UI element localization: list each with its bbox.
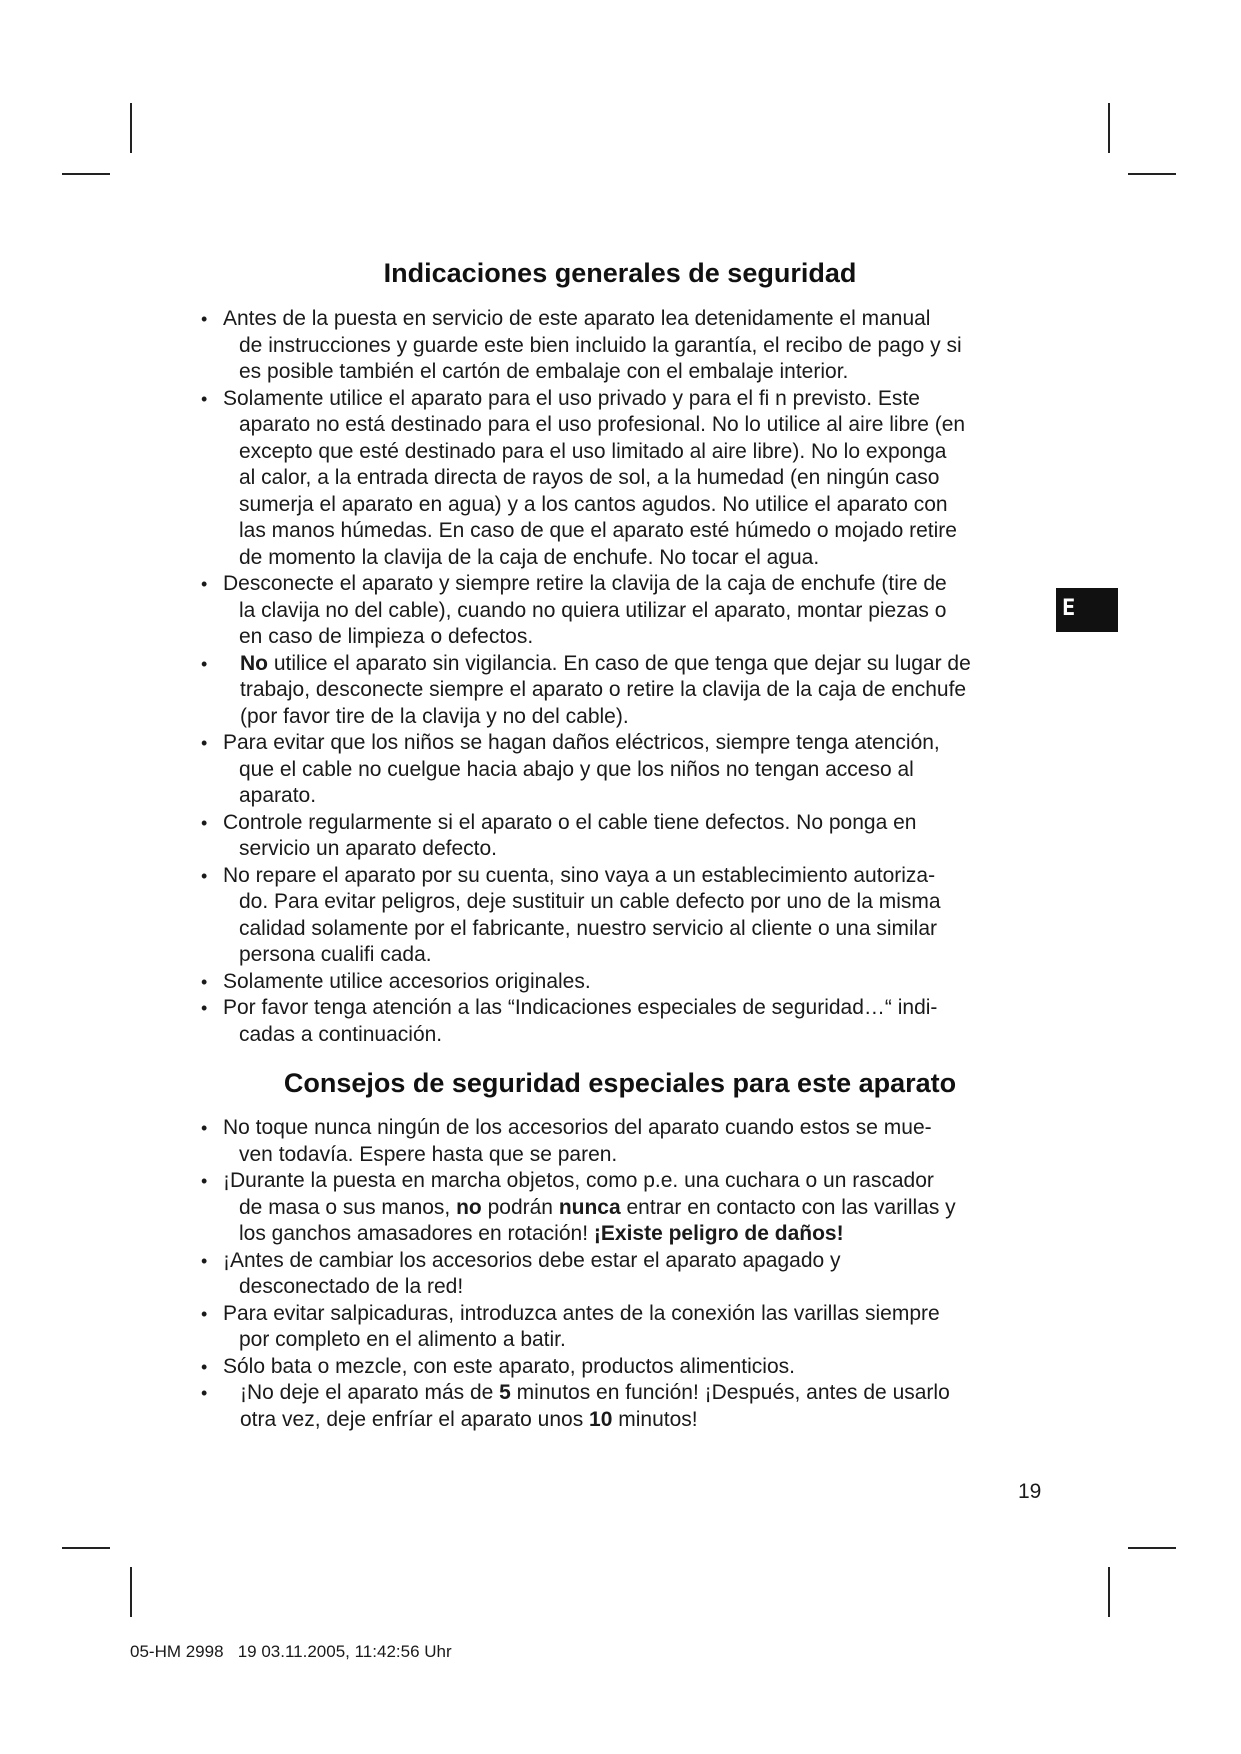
bullet: • [201, 653, 208, 674]
item-line: aparato no está destinado para el uso profesional. No lo utilice al aire libre (en [239, 413, 966, 436]
item-text: ¡No deje el aparato más de [240, 1381, 500, 1404]
item-line: Solamente utilice accesorios originales. [223, 969, 591, 993]
section-title-special-safety: Consejos de seguridad especiales para este aparato [283, 1068, 957, 1098]
item-line: en caso de limpieza o defectos. [239, 625, 534, 648]
bullet: • [201, 865, 208, 886]
language-tab-label: E [1062, 596, 1076, 621]
list-item [200, 1301, 1050, 1354]
item-line [239, 1195, 1050, 1222]
item-line: ven todavía. Espere hasta que se paren. [239, 1142, 618, 1166]
crop-mark-bottom-right-horizontal [1128, 1547, 1176, 1549]
bullet: • [201, 733, 208, 753]
list-item [200, 651, 1050, 731]
list-item [200, 863, 1050, 969]
list-item [200, 1248, 1050, 1301]
item-line: (por favor tire de la clavija y no del cable). [240, 704, 629, 728]
bullet: • [201, 998, 208, 1018]
item-line: que el cable no cuelgue hacia abajo y que los niños no tengan acceso al [239, 757, 914, 781]
item-line: excepto que esté destinado para el uso limitado al aire libre). No lo exponga [239, 439, 947, 463]
item-text: de masa o sus manos, [239, 1195, 457, 1219]
bullet: • [201, 574, 208, 594]
item-line [240, 651, 1050, 678]
crop-mark-top-left-vertical [130, 103, 132, 153]
list-item [200, 969, 1050, 996]
item-line: aparato. [239, 784, 317, 807]
item-line: Antes de la puesta en servicio de este aparato lea detenidamente el manual [223, 307, 931, 330]
item-line: ¡Antes de cambiar los accesorios debe estar el aparato apagado y [223, 1248, 841, 1272]
item-line: ¡Durante la puesta en marcha objetos, como p.e. una cuchara o un rascador [223, 1169, 934, 1192]
bullet: • [201, 1356, 208, 1377]
crop-mark-bottom-right-vertical [1108, 1567, 1110, 1617]
item-text: minutos en función! ¡Después, antes de usarlo [510, 1381, 950, 1404]
item-line: las manos húmedas. En caso de que el aparato esté húmedo o mojado retire [239, 519, 957, 542]
bullet: • [201, 1383, 208, 1403]
item-line: do. Para evitar peligros, deje sustituir un cable defecto por uno de la misma [239, 890, 941, 913]
item-text: los ganchos amasadores en rotación! [239, 1222, 594, 1245]
crop-mark-bottom-left-vertical [130, 1567, 132, 1617]
language-tab [1056, 588, 1118, 632]
item-line: de momento la clavija de la caja de enchufe. No tocar el agua. [239, 545, 820, 569]
special-safety-list [200, 1115, 1050, 1433]
bullet: • [201, 1171, 208, 1191]
item-line: la clavija no del cable), cuando no quiera utilizar el aparato, montar piezas o [239, 598, 947, 622]
item-line: Desconecte el aparato y siempre retire la clavija de la caja de enchufe (tire de [223, 572, 947, 595]
item-line: persona cualifi cada. [239, 943, 432, 966]
page-number: 19 [1018, 1480, 1042, 1503]
bullet: • [201, 812, 208, 833]
list-item [200, 306, 1050, 386]
item-text: utilice el aparato sin vigilancia. En caso de que tenga que dejar su lugar de [268, 651, 971, 675]
item-line [240, 1380, 1050, 1407]
bullet: • [201, 971, 208, 992]
list-item [200, 995, 1050, 1048]
bullet: • [201, 1250, 208, 1271]
list-item [200, 1168, 1050, 1248]
item-text: otra vez, deje enfríar el aparato unos [240, 1407, 590, 1431]
crop-mark-top-left-horizontal [62, 173, 110, 175]
print-footer: 05-HM 2998 19 03.11.2005, 11:42:56 Uhr [130, 1642, 452, 1661]
crop-mark-bottom-left-horizontal [62, 1547, 110, 1549]
item-line: servicio un aparato defecto. [239, 837, 497, 860]
item-line: calidad solamente por el fabricante, nuestro servicio al cliente o una similar [239, 916, 938, 940]
item-line: desconectado de la red! [239, 1275, 464, 1298]
item-line: Para evitar salpicaduras, introduzca antes de la conexión las varillas siempre [223, 1301, 940, 1325]
item-line: es posible también el cartón de embalaje con el embalaje interior. [239, 360, 849, 383]
item-line: de instrucciones y guarde este bien incluido la garantía, el recibo de pago y si [239, 333, 962, 357]
bold-number: 5 [499, 1381, 511, 1404]
bullet: • [201, 388, 208, 409]
item-line: Sólo bata o mezcle, con este aparato, productos alimenticios. [223, 1354, 795, 1378]
item-line: Por favor tenga atención a las “Indicaciones especiales de seguridad…“ indi- [223, 996, 938, 1019]
item-line [239, 1221, 1050, 1248]
bold-word: No [240, 651, 268, 675]
list-item [200, 386, 1050, 572]
item-line: por completo en el alimento a batir. [239, 1328, 566, 1351]
item-line: No repare el aparato por su cuenta, sino vaya a un establecimiento autoriza- [223, 863, 936, 887]
section-title-general-safety: Indicaciones generales de seguridad [383, 258, 857, 288]
item-line [240, 1407, 1050, 1434]
item-line: al calor, a la entrada directa de rayos de sol, a la humedad (en ningún caso [239, 466, 940, 489]
crop-mark-top-right-horizontal [1128, 173, 1176, 175]
item-line: Para evitar que los niños se hagan daños eléctricos, siempre tenga atención, [223, 731, 940, 754]
bullet: • [201, 1303, 208, 1324]
general-safety-list [200, 306, 1050, 1048]
list-item [200, 1380, 1050, 1433]
list-item [200, 1115, 1050, 1168]
item-line: Solamente utilice el aparato para el uso privado y para el fi n previsto. Este [223, 386, 920, 410]
item-text: minutos! [612, 1407, 698, 1431]
crop-mark-top-right-vertical [1108, 103, 1110, 153]
list-item [200, 730, 1050, 810]
item-line: sumerja el aparato en agua) y a los cantos agudos. No utilice el aparato con [239, 492, 948, 516]
item-line: Controle regularmente si el aparato o el cable tiene defectos. No ponga en [223, 810, 917, 834]
list-item [200, 1354, 1050, 1381]
bold-number: 10 [589, 1407, 613, 1431]
item-text: podrán [481, 1195, 559, 1219]
list-item [200, 810, 1050, 863]
bold-word: nunca [558, 1195, 621, 1219]
bullet: • [201, 1118, 208, 1138]
item-line: cadas a continuación. [239, 1022, 443, 1046]
item-line: No toque nunca ningún de los accesorios del aparato cuando estos se mue- [223, 1116, 932, 1139]
bold-word: no [456, 1195, 482, 1219]
item-line: trabajo, desconecte siempre el aparato o retire la clavija de la caja de enchufe [240, 678, 967, 701]
warning-text: ¡Existe peligro de daños! [593, 1222, 844, 1245]
list-item [200, 571, 1050, 651]
item-text: entrar en contacto con las varillas y [620, 1195, 956, 1219]
bullet: • [201, 309, 208, 329]
